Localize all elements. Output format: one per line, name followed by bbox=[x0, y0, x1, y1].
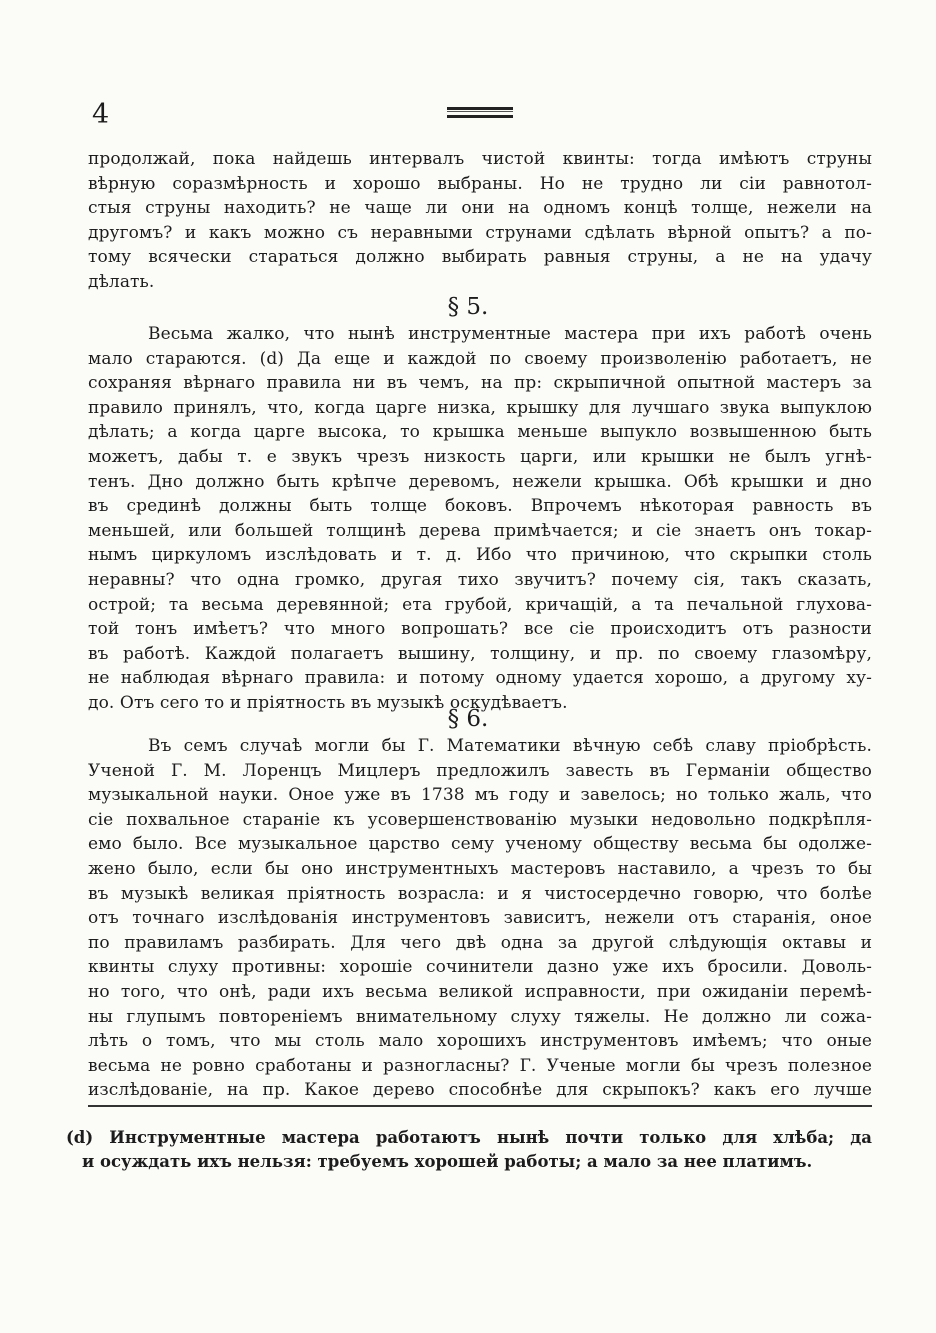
paragraph-section-6 bbox=[88, 734, 872, 1103]
text-line: сіе похвальное стараніе къ усовершенствованію музыки недовольно подкрѣпля- bbox=[88, 809, 872, 830]
text-line: весьма не ровно сработаны и разногласны? Г. Ученые могли бы чрезъ полезное bbox=[88, 1055, 872, 1076]
text-line: до. Отъ сего то и пріятность въ музыкѣ оскудѣваетъ. bbox=[88, 692, 568, 713]
text-line: другомъ? и какъ можно съ неравными струнами сдѣлать вѣрной опытъ? а по- bbox=[88, 222, 872, 243]
text-line: продолжай, пока найдешь интервалъ чистой квинты: тогда имѣютъ струны bbox=[88, 149, 872, 169]
page-number: 4 bbox=[92, 99, 110, 130]
footnote-line: и осуждать ихъ нельзя: требуемъ хорошей работы; а мало за нее платимъ. bbox=[82, 1152, 813, 1171]
text-line: по правиламъ разбирать. Для чего двѣ одна за другой слѣдующія октавы и bbox=[88, 932, 872, 953]
text-line: вѣрную соразмѣрность и хорошо выбраны. Но не трудно ли сіи равнотол- bbox=[88, 173, 872, 194]
text-line: ны глупымъ повтореніемъ внимательному слуху тяжелы. Не должно ли сожа- bbox=[88, 1006, 872, 1027]
text-line: нымъ циркуломъ изслѣдовать и т. д. Ибо что причиною, что скрыпки столь bbox=[88, 545, 872, 566]
text-line: но того, что онѣ, ради ихъ весьма великой исправности, при ожиданіи перемѣ- bbox=[88, 981, 872, 1002]
text-line: въ срединѣ должны быть толще боковъ. Впрочемъ нѣкоторая равность въ bbox=[88, 496, 872, 517]
text-line: сохраняя вѣрнаго правила ни въ чемъ, на пр: скрыпичной опытной мастеръ за bbox=[88, 373, 872, 394]
text-line: неравны? что одна громко, другая тихо звучитъ? почему сія, такъ сказать, bbox=[88, 569, 872, 590]
text-line: Въ семъ случаѣ могли бы Г. Математики вѣчную себѣ славу пріобрѣсть. bbox=[148, 736, 872, 756]
text-line: изслѣдованіе, на пр. Какое дерево способнѣе для скрыпокъ? какъ его лучше bbox=[88, 1080, 872, 1101]
text-line: музыкальной науки. Оное уже въ 1738 мъ году и завелось; но только жаль, что bbox=[88, 785, 872, 806]
text-line: лѣть о томъ, что мы столь мало хорошихъ инструментовъ имѣемъ; что оные bbox=[88, 1031, 872, 1052]
paragraph-continuation bbox=[88, 147, 872, 295]
text-line: тому всячески стараться должно выбирать равныя струны, а не на удачу bbox=[88, 247, 872, 268]
paragraph-section-5 bbox=[88, 322, 872, 716]
footnote-rule bbox=[88, 1105, 872, 1107]
text-line: той тонъ имѣетъ? что много вопрошать? все сіе происходитъ отъ разности bbox=[88, 619, 872, 640]
text-line: отъ точнаго изслѣдованія инструментовъ зависитъ, нежели отъ старанія, оное bbox=[88, 908, 872, 929]
section-heading-5: § 5. bbox=[447, 294, 489, 320]
text-line: правило принялъ, что, когда царге низка, крышку для лучшаго звука выпуклою bbox=[88, 397, 872, 418]
text-line: емо было. Все музыкальное царство сему ученому обществу весьма бы одолже- bbox=[88, 834, 872, 855]
text-line: меньшей, или большей толщинѣ дерева примѣчается; и сіе знаетъ онъ токар- bbox=[88, 520, 872, 541]
text-line: квинты слуху противны: хорошіе сочинители дазно уже ихъ бросили. Доволь- bbox=[88, 957, 872, 978]
text-line: стыя струны находить? не чаще ли они на одномъ концѣ толще, нежели на bbox=[88, 198, 872, 219]
text-line: не наблюдая вѣрнаго правила: и потому одному удается хорошо, а другому ху- bbox=[88, 668, 872, 689]
text-line: въ музыкѣ великая пріятность возрасла: и я чистосердечно говорю, что болѣе bbox=[88, 883, 872, 904]
text-line: можетъ, дабы т. е звукъ чрезъ низкость царги, или крышки не былъ угнѣ- bbox=[88, 446, 872, 467]
text-line: дѣлать. bbox=[88, 271, 155, 292]
text-line: въ работѣ. Каждой полагаетъ вышину, толщину, и пр. по своему глазомѣру, bbox=[88, 643, 872, 664]
text-line: мало стараются. (d) Да еще и каждой по своему произволенію работаетъ, не bbox=[88, 348, 872, 369]
footnote-line: (d) Инструментные мастера работаютъ нынѣ почти только для хлѣба; да bbox=[66, 1128, 872, 1147]
text-line: Весьма жалко, что нынѣ инструментные мастера при ихъ работѣ очень bbox=[148, 324, 872, 344]
section-heading-6: § 6. bbox=[447, 706, 489, 732]
header-ornament-rule bbox=[447, 107, 513, 118]
text-line: дѣлать; а когда царге высока, то крышка меньше выпукло возвышенною быть bbox=[88, 422, 872, 443]
footnote bbox=[66, 1126, 872, 1174]
text-line: тенъ. Дно должно быть крѣпче деревомъ, нежели крышка. Обѣ крышки и дно bbox=[88, 471, 872, 492]
text-line: жено было, если бы оно инструментныхъ мастеровъ наставило, а чрезъ то бы bbox=[88, 858, 872, 879]
text-line: острой; та весьма деревянной; ета грубой, кричащій, а та печальной глухова- bbox=[88, 594, 872, 615]
text-line: Ученой Г. М. Лоренцъ Мицлеръ предложилъ завесть въ Германіи общество bbox=[88, 760, 872, 781]
